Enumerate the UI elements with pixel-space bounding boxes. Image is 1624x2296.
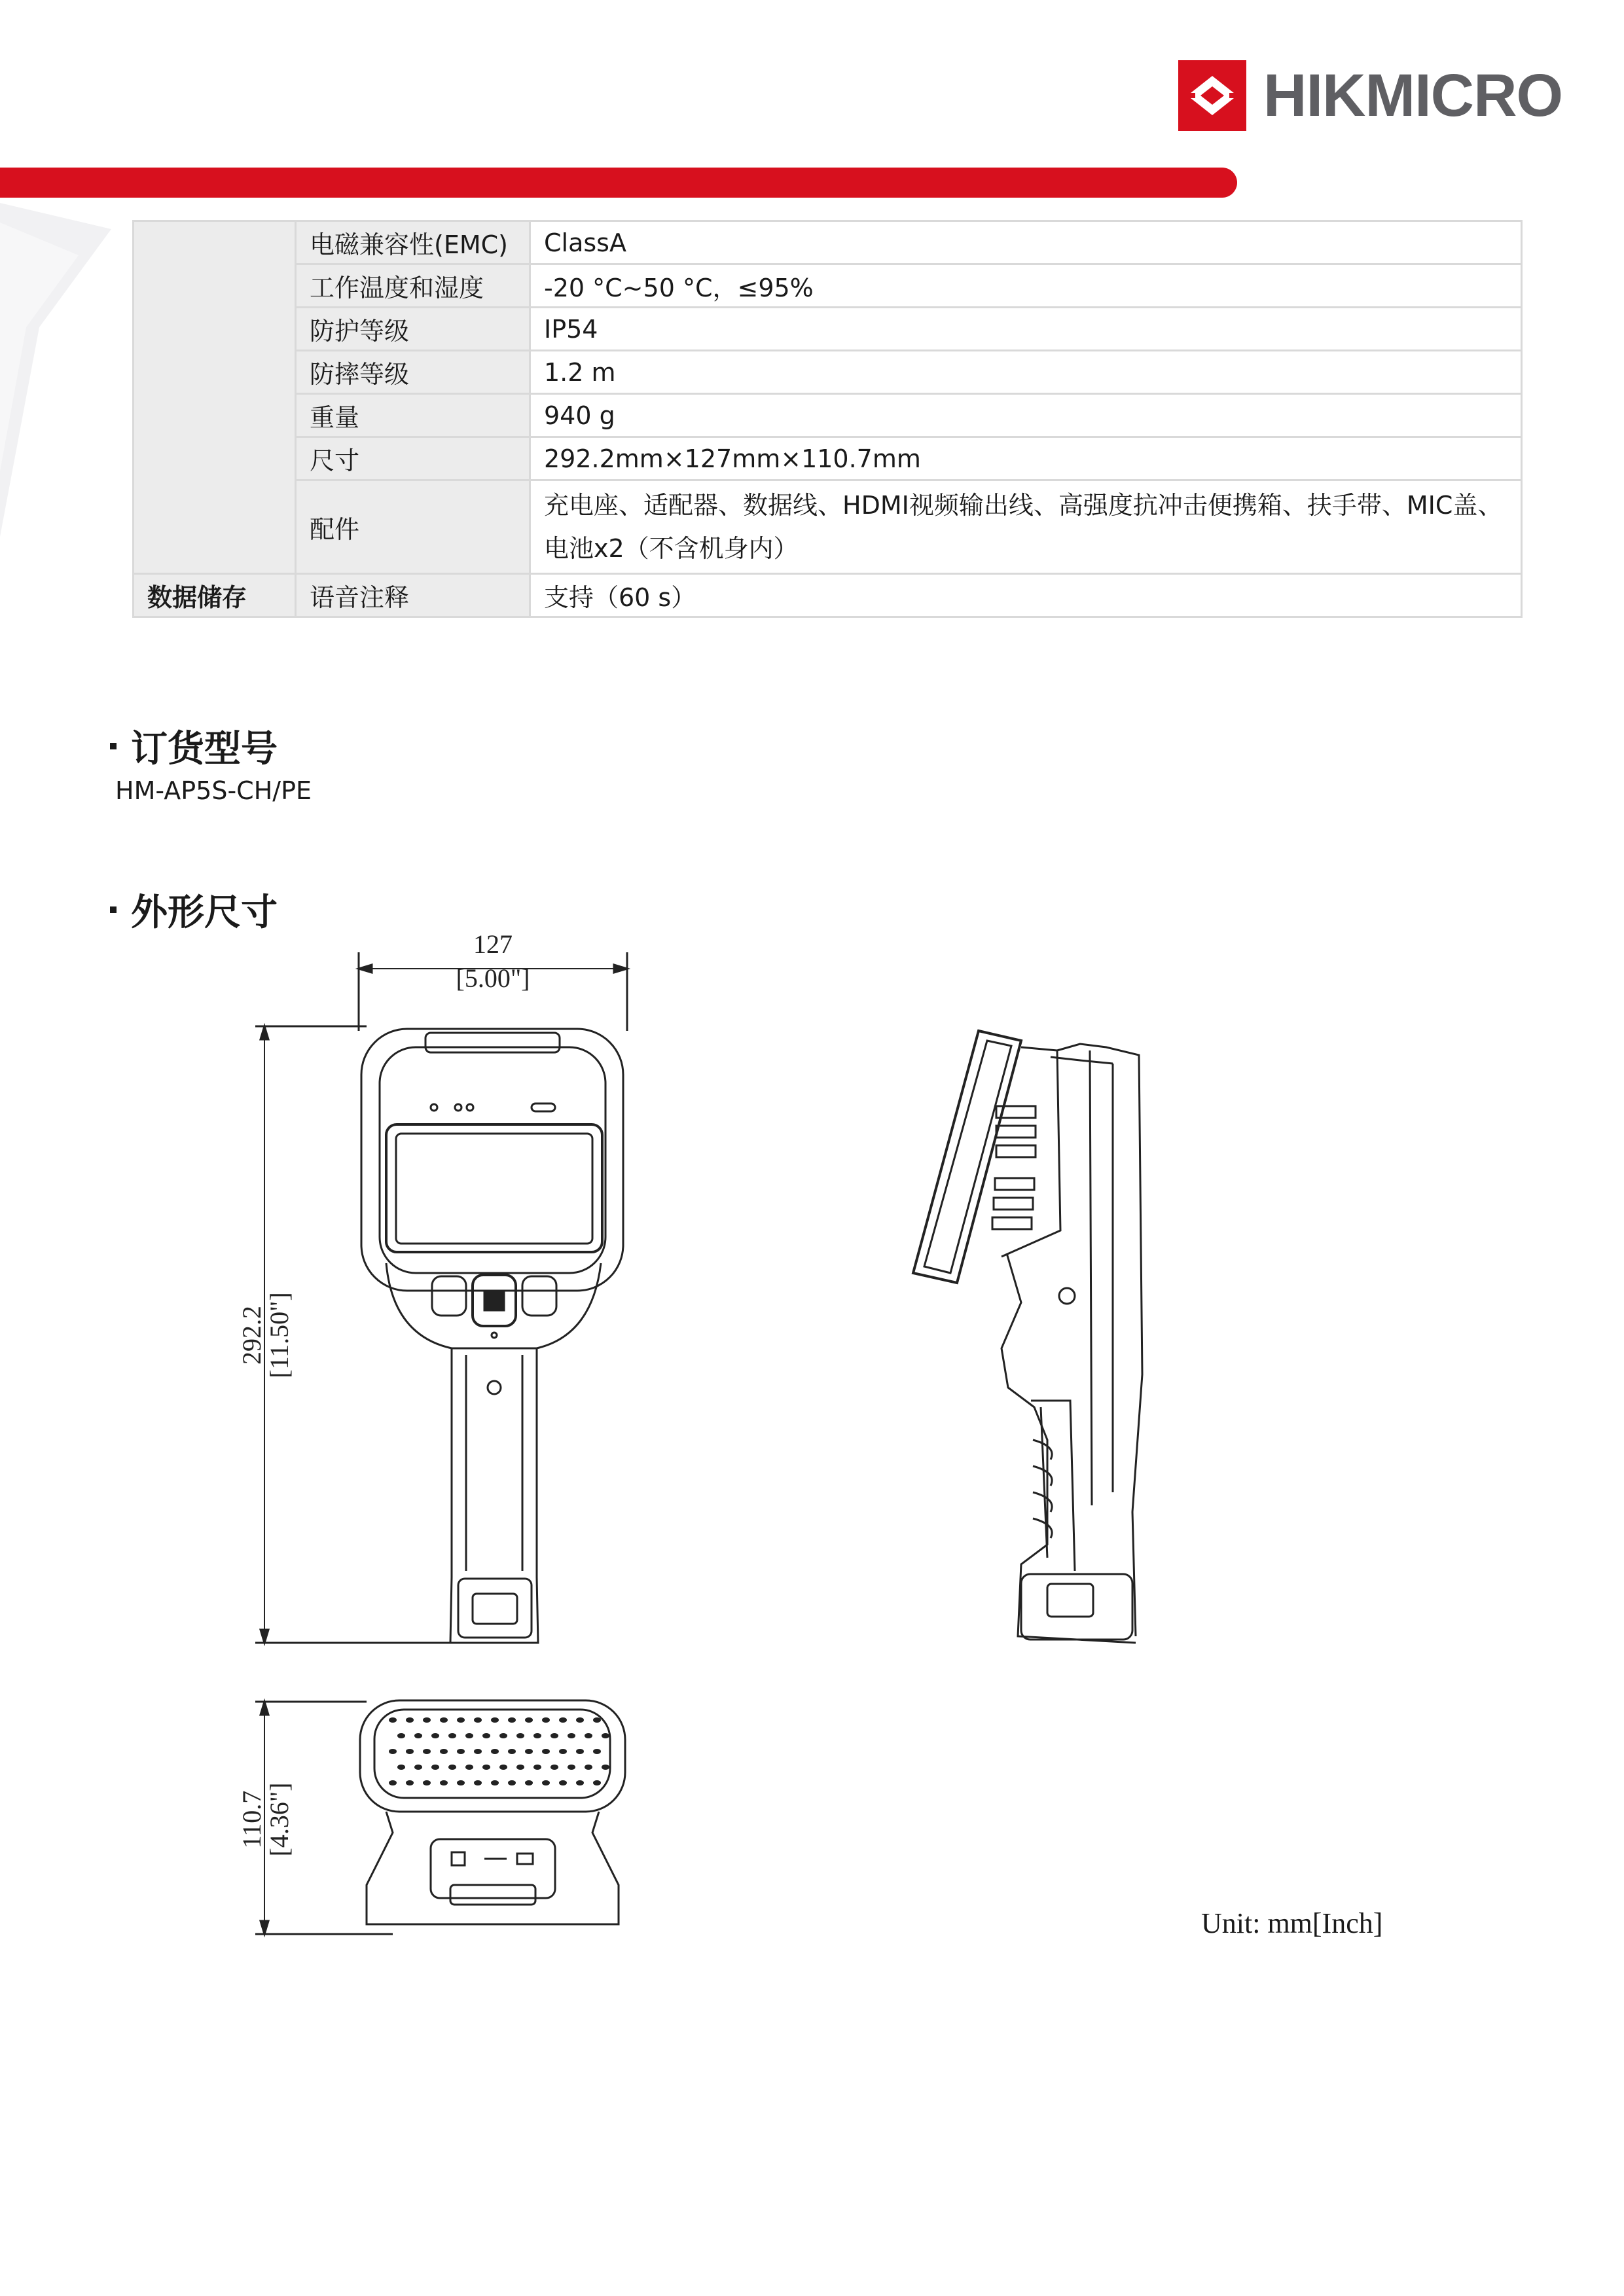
vent-hole	[414, 1765, 422, 1770]
vent-hole	[440, 1749, 448, 1754]
vent-hole	[389, 1780, 397, 1785]
vent-hole	[448, 1733, 456, 1738]
vent-hole	[397, 1765, 405, 1770]
vent-hole	[508, 1717, 516, 1723]
vent-hole	[593, 1749, 601, 1754]
table-row	[134, 308, 1522, 351]
table-row	[134, 221, 1522, 264]
vent-hole	[593, 1780, 601, 1785]
width-mm-label: 127	[473, 929, 513, 959]
vent-hole	[431, 1733, 439, 1738]
vent-hole	[542, 1717, 550, 1723]
side-view	[913, 1031, 1142, 1643]
vent-hole	[542, 1749, 550, 1754]
vent-hole	[525, 1780, 533, 1785]
vent-hole	[465, 1765, 473, 1770]
bullet-icon	[110, 743, 117, 749]
hikmicro-logo-icon	[1178, 60, 1246, 131]
ordering-title: 订货型号	[131, 728, 278, 770]
spec-key: 重量	[296, 394, 530, 437]
spec-key: 电磁兼容性(EMC)	[296, 221, 530, 264]
table-row	[134, 264, 1522, 308]
spec-value: 940 g	[530, 394, 1522, 437]
vent-hole	[585, 1765, 592, 1770]
spec-value: ClassA	[530, 221, 1522, 264]
vent-hole	[397, 1733, 405, 1738]
vent-hole	[525, 1749, 533, 1754]
vent-hole	[431, 1765, 439, 1770]
vent-hole	[559, 1780, 567, 1785]
vent-hole	[568, 1733, 575, 1738]
spec-key: 防摔等级	[296, 351, 530, 394]
vent-hole	[491, 1717, 499, 1723]
brand-name: HIKMICRO	[1263, 62, 1563, 129]
table-row	[134, 394, 1522, 437]
watermark-shape-icon	[0, 196, 131, 537]
vent-hole	[508, 1780, 516, 1785]
height-mm-label: 292.2	[237, 1306, 266, 1365]
spec-table	[132, 220, 1523, 618]
vent-hole	[559, 1749, 567, 1754]
spec-key: 尺寸	[296, 437, 530, 480]
vent-hole	[550, 1733, 558, 1738]
vent-hole	[559, 1717, 567, 1723]
model-number: HM-AP5S-CH/PE	[115, 776, 312, 805]
spec-key: 工作温度和湿度	[296, 264, 530, 308]
vent-hole	[440, 1717, 448, 1723]
depth-inch-label: [4.36"]	[264, 1782, 294, 1857]
vent-hole	[508, 1749, 516, 1754]
spec-value: 1.2 m	[530, 351, 1522, 394]
vent-hole	[414, 1733, 422, 1738]
vent-hole	[568, 1765, 575, 1770]
vent-hole	[576, 1780, 584, 1785]
vent-hole	[516, 1733, 524, 1738]
unit-label: Unit: mm[Inch]	[1201, 1907, 1383, 1939]
vent-hole	[576, 1717, 584, 1723]
vent-hole	[593, 1717, 601, 1723]
vent-hole	[406, 1780, 414, 1785]
vent-hole	[585, 1733, 592, 1738]
vent-hole	[423, 1749, 431, 1754]
vent-hole	[516, 1765, 524, 1770]
vent-hole	[406, 1749, 414, 1754]
brand-logo	[1178, 58, 1562, 134]
spec-value: -20 °C~50 °C，≤95%	[530, 264, 1522, 308]
vent-hole	[482, 1765, 490, 1770]
vent-hole	[465, 1733, 473, 1738]
vent-hole	[389, 1749, 397, 1754]
front-view	[255, 952, 627, 1643]
vent-hole	[602, 1733, 609, 1738]
vent-hole	[491, 1780, 499, 1785]
table-row	[134, 480, 1522, 574]
vent-hole	[533, 1765, 541, 1770]
bullet-icon	[110, 906, 117, 913]
spec-key: 语音注释	[296, 574, 530, 617]
vent-hole	[491, 1749, 499, 1754]
vent-hole	[457, 1749, 465, 1754]
vent-hole	[602, 1765, 609, 1770]
category-cell	[134, 221, 296, 574]
vent-holes	[389, 1717, 609, 1785]
vent-hole	[576, 1749, 584, 1754]
vent-hole	[440, 1780, 448, 1785]
vent-hole	[457, 1717, 465, 1723]
spec-value: IP54	[530, 308, 1522, 351]
vent-hole	[457, 1780, 465, 1785]
vent-hole	[423, 1717, 431, 1723]
height-inch-label: [11.50"]	[264, 1292, 294, 1378]
vent-hole	[542, 1780, 550, 1785]
table-row	[134, 437, 1522, 480]
dimensions-title: 外形尺寸	[131, 891, 278, 934]
vent-hole	[550, 1765, 558, 1770]
spec-key: 防护等级	[296, 308, 530, 351]
depth-mm-label: 110.7	[237, 1790, 266, 1849]
vent-hole	[423, 1780, 431, 1785]
category-cell: 数据储存	[134, 574, 296, 617]
ordering-heading	[110, 720, 278, 772]
vent-hole	[474, 1717, 482, 1723]
vent-hole	[406, 1717, 414, 1723]
vent-hole	[448, 1765, 456, 1770]
dimension-drawing	[0, 916, 1624, 1977]
vent-hole	[499, 1765, 507, 1770]
spec-value: 充电座、适配器、数据线、HDMI视频输出线、高强度抗冲击便携箱、扶手带、MIC盖、电池x2（不含机身内）	[530, 480, 1522, 574]
vent-hole	[499, 1733, 507, 1738]
header-red-bar	[0, 168, 1237, 198]
table-row	[134, 351, 1522, 394]
vent-hole	[533, 1733, 541, 1738]
spec-key: 配件	[296, 480, 530, 574]
vent-hole	[474, 1749, 482, 1754]
vent-hole	[482, 1733, 490, 1738]
vent-hole	[389, 1717, 397, 1723]
spec-value: 292.2mm×127mm×110.7mm	[530, 437, 1522, 480]
width-inch-label: [5.00"]	[456, 963, 530, 993]
spec-value: 支持（60 s）	[530, 574, 1522, 617]
vent-hole	[474, 1780, 482, 1785]
vent-hole	[525, 1717, 533, 1723]
table-row	[134, 574, 1522, 617]
